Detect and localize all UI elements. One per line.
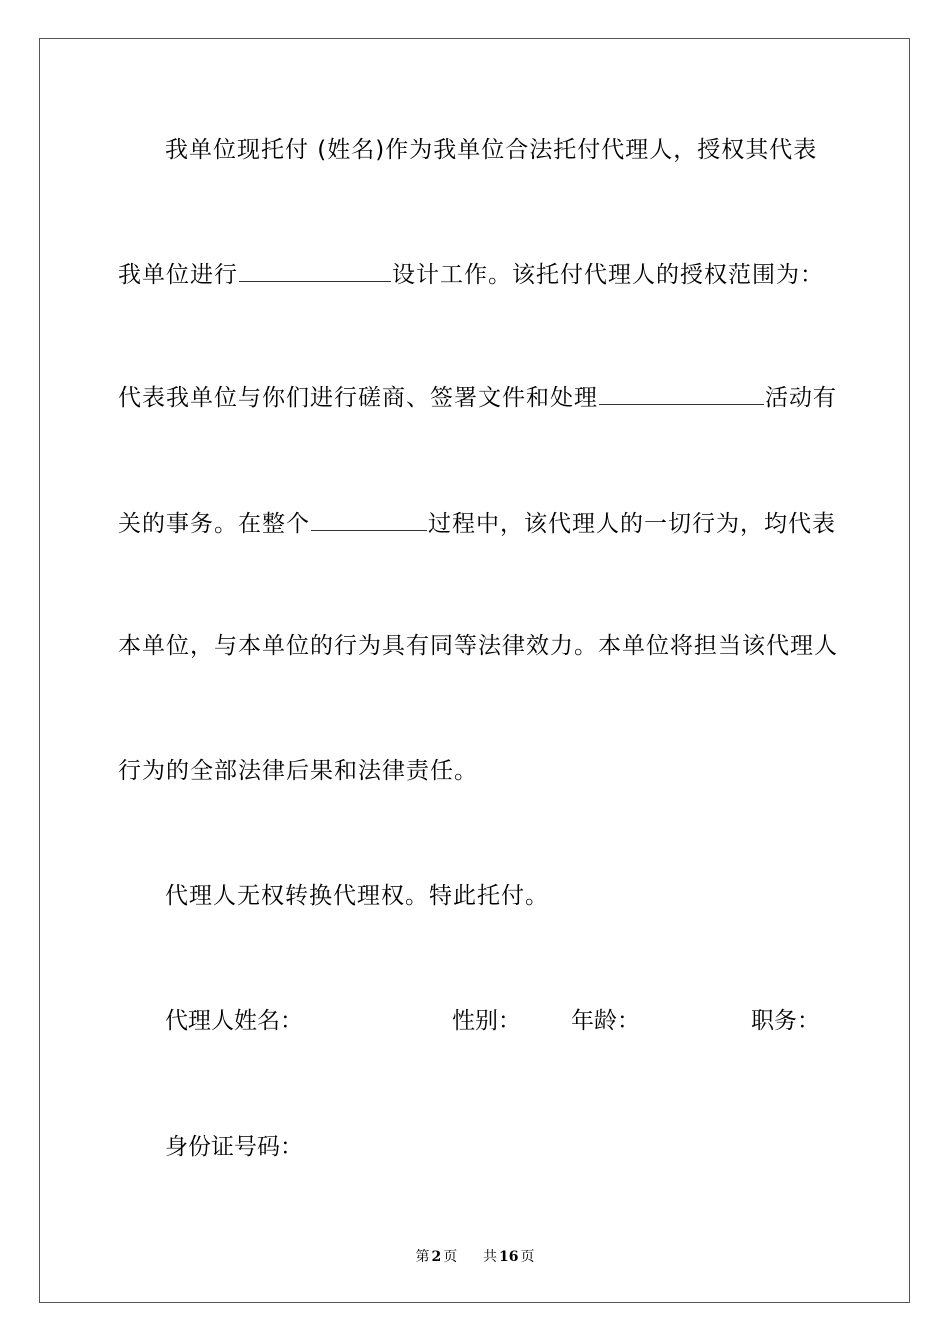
paragraph-1-line-6: 行为的全部法律后果和法律责任。 (118, 758, 478, 784)
paragraph-1-line-2 (118, 259, 832, 290)
id-number-label: 身份证号码： (165, 1134, 303, 1160)
paragraph-1-line-1: 我单位现托付 (姓名)作为我单位合法托付代理人，授权其代表 (165, 137, 818, 163)
page-footer (0, 1246, 950, 1266)
paragraph-2: 代理人无权转换代理权。特此托付。 (165, 883, 549, 909)
blank-process (311, 508, 427, 531)
line-3-text-a: 代表我单位与你们进行磋商、签署文件和处理 (118, 385, 598, 411)
paragraph-1-line-3 (118, 382, 837, 413)
page-prefix: 第 (415, 1249, 430, 1265)
age-label: 年龄： (571, 1008, 640, 1034)
paragraph-1-line-5: 本单位，与本单位的行为具有同等法律效力。本单位将担当该代理人 (118, 633, 838, 659)
total-prefix: 共 (483, 1249, 498, 1265)
page-number: 2 (431, 1249, 442, 1265)
line-2-text-a: 我单位进行 (118, 262, 238, 288)
page-indicator (413, 1249, 459, 1265)
page-suffix: 页 (443, 1249, 458, 1265)
total-pages-indicator (481, 1249, 536, 1265)
line-3-text-b: 活动有 (765, 385, 837, 411)
line-4-text-b: 过程中，该代理人的一切行为，均代表 (428, 511, 836, 537)
total-suffix: 页 (520, 1249, 535, 1265)
total-pages-number: 16 (499, 1249, 519, 1265)
blank-activity (599, 382, 764, 405)
paragraph-1-line-4 (118, 508, 836, 539)
line-2-text-b: 设计工作。该托付代理人的授权范围为： (392, 262, 824, 288)
position-label: 职务： (751, 1008, 820, 1034)
line-4-text-a: 关的事务。在整个 (118, 511, 310, 537)
blank-design-project (239, 259, 391, 282)
agent-name-label: 代理人姓名： (165, 1008, 303, 1034)
page-frame (39, 38, 910, 1303)
gender-label: 性别： (452, 1008, 521, 1034)
